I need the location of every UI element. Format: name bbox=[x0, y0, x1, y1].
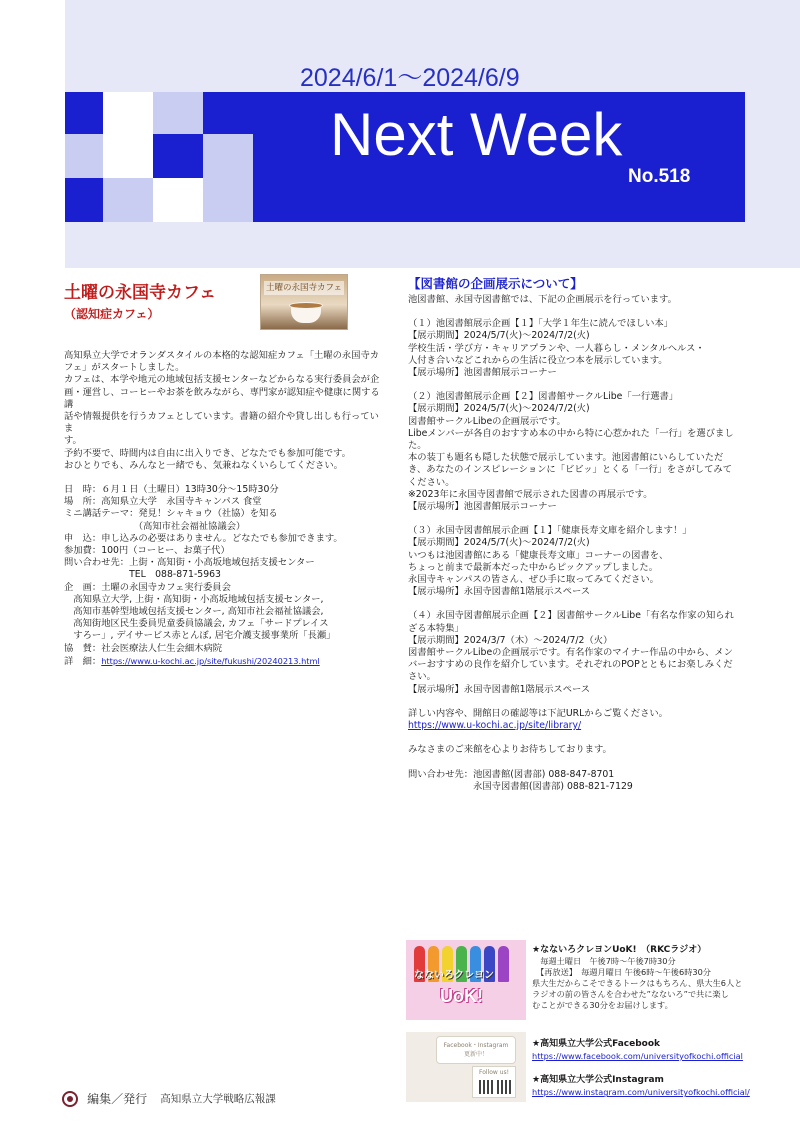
sns-sign-text: Facebook・Instagram 更新中！ bbox=[443, 1042, 509, 1058]
library-link[interactable]: https://www.u-kochi.ac.jp/site/library/ bbox=[408, 720, 582, 732]
cafe-details: 日 時：６月１日（土曜日）13時30分～15時30分 場 所：高知県立大学 永国寺キャンパス 食堂 ミニ講話テーマ：発見！シャキョウ（社協）を知る （高知市社会福祉協議会） 申 込：申し込みの必要はありません。どなたでも参加できます。 参加費：100円（コーヒー、お菓子代） 問い合わせ先：上街・高知街・小高坂地域包括支援センター TEL 088-871-5963 企 画：土曜の永国寺カフェ実行委員会 高知県立大学, 上街・高知街・小高坂地域包括支援センター, 高知市基幹型地域包括支援センター, 高知市社会福祉協議会, 高知街地区民生委員児童委員協議会, カフェ「サードプレイス すろー」, デイサービス赤とんぼ, 居宅介護支援事業所「長瀬」 協 賛：社会医療法人仁生会細木病院 bbox=[64, 484, 343, 654]
decor-square bbox=[153, 178, 203, 222]
cafe-photo bbox=[260, 274, 348, 330]
radio-image-uok: UoK! bbox=[440, 986, 483, 1006]
decor-square bbox=[65, 134, 103, 178]
sns-sign bbox=[436, 1036, 516, 1064]
library-more-info: 詳しい内容や、開館日の確認等は下記URLからご覧ください。 bbox=[408, 707, 668, 719]
decor-square bbox=[203, 134, 253, 178]
library-exhibit: （２）池図書館展示企画【２】図書館サークルLibe「一行選書」 【展示期間】2024/5/7(火)～2024/7/2(火) 図書館サークルLibeの企画展示です。 Libeメンバーが各自のおすすめ本の中から特に心惹かれた「一行」を選びまし た。 本の装丁も題名も隠した状態で展示しています。池図書館にいらしていただ き、あなたのインスピレーションに「ビビッ」とくる「一行」をさがしてみて ください。 ※2023年に永国寺図書館で展示された図書の再展示です。 【展示場所】池図書館展示コーナー bbox=[408, 391, 734, 513]
decor-square bbox=[153, 92, 203, 134]
cafe-title: 土曜の永国寺カフェ bbox=[64, 283, 217, 303]
newsletter-title: Next Week bbox=[330, 101, 623, 168]
cafe-detail-label: 詳 細： bbox=[64, 655, 102, 667]
facebook-link[interactable]: https://www.facebook.com/universityofkochi.official bbox=[532, 1051, 743, 1061]
university-logo-icon bbox=[62, 1091, 78, 1107]
instagram-link[interactable]: https://www.instagram.com/universityofkochi.official/ bbox=[532, 1087, 750, 1098]
instagram-title: ★高知県立大学公式Instagram bbox=[532, 1075, 664, 1086]
library-exhibit: （１）池図書館展示企画【１】「大学１年生に読んでほしい本」 【展示期間】2024/5/7(火)～2024/7/2(火) 学校生活・学び方・キャリアプランや、一人暮らし・メンタルヘルス・ 人付き合いなどこれからの生活に役立つ本を展示しています。 【展示場所】池図書館展示コーナー bbox=[408, 318, 705, 379]
sns-follow-text: Follow us! bbox=[478, 1069, 510, 1076]
coffee-surface-icon bbox=[289, 302, 323, 309]
cafe-photo-label: 土曜の永国寺カフェ bbox=[265, 283, 343, 293]
library-heading: 【図書館の企画展示について】 bbox=[408, 276, 583, 291]
radio-title: ★なないろクレヨンUoK! （RKCラジオ） bbox=[532, 945, 707, 955]
crayon-icon bbox=[498, 946, 509, 982]
cafe-intro: 高知県立大学でオランダスタイルの本格的な認知症カフェ「土曜の永国寺カ フェ」がスタートしました。 カフェは、本学や地元の地域包括支援センターなどからなる実行委員会が企 画・運営し、コーヒーやお茶を飲みながら、専門家が認知症や健康に関する講 話や情報提供を行うカフェとしています。書籍の紹介や貸し出しも行っていま す。 予約不要で、時間内は自由に出入りでき、どなたでも参加可能です。 おひとりでも、みんなと一緒でも、気兼ねなくいらしてください。 bbox=[64, 350, 380, 471]
library-article bbox=[408, 274, 753, 793]
sns-promo-text bbox=[532, 1038, 750, 1098]
sns-follow-card bbox=[472, 1066, 516, 1098]
qr-code-icon bbox=[479, 1080, 493, 1094]
decor-square bbox=[103, 134, 153, 178]
footer bbox=[62, 1088, 276, 1106]
radio-promo-image bbox=[406, 940, 526, 1020]
facebook-title: ★高知県立大学公式Facebook bbox=[532, 1039, 660, 1049]
footer-label: 編集／発行 bbox=[87, 1092, 148, 1106]
decor-square bbox=[103, 178, 153, 222]
qr-code-icon bbox=[497, 1080, 511, 1094]
sns-promo-image bbox=[406, 1032, 526, 1102]
library-intro: 池図書館、永国寺図書館では、下記の企画展示を行っています。 bbox=[408, 294, 677, 305]
decor-square bbox=[203, 178, 253, 222]
library-welcome: みなさまのご来館を心よりお待ちしております。 bbox=[408, 744, 612, 756]
cafe-subtitle: （認知症カフェ） bbox=[64, 307, 160, 321]
library-exhibit: （３）永国寺図書館展示企画【１】「健康長寿文庫を紹介します！」 【展示期間】2024/5/7(火)～2024/7/2(火) いつもは池図書館にある「健康長寿文庫」コーナーの図書を、 ちょっと前まで最新本だった中からピックアップしました。 永国寺キャンパスの皆さん、ぜひ手に取ってみてください。 【展示場所】永国寺図書館1階展示スペース bbox=[408, 525, 692, 598]
date-range: 2024/6/1～2024/6/9 bbox=[300, 64, 520, 92]
cafe-detail-row bbox=[64, 655, 384, 668]
library-exhibit: （４）永国寺図書館展示企画【２】図書館サークルLibe「有名な作家の知られ ざる本特集」 【展示期間】2024/3/7（木）～2024/7/2（火） 図書館サークルLibeの企画展示です。有名作家のマイナー作品の中から、メン バーおすすめの良作を紹介しています。それぞれのPOPとともにお楽しみくだ さい。 【展示場所】永国寺図書館1階展示スペース bbox=[408, 610, 734, 695]
radio-image-title: なないろクレヨン bbox=[414, 970, 494, 981]
cafe-detail-link[interactable]: https://www.u-kochi.ac.jp/site/fukushi/20240213.html bbox=[101, 655, 320, 666]
footer-org: 高知県立大学戦略広報課 bbox=[160, 1093, 276, 1105]
issue-number: No.518 bbox=[628, 166, 691, 187]
radio-details: 毎週土曜日 午後7時～午後7時30分 【再放送】 毎週月曜日 午後6時～午後6時30分 県大生だからこそできるトークはもちろん、県大生6人と ラジオの前の皆さんを合わせた”なないろ”で共に楽し むことができる30分をお届けします。 bbox=[532, 956, 743, 1010]
cafe-article bbox=[64, 274, 384, 668]
decor-square bbox=[103, 92, 153, 134]
library-contact: 問い合わせ先：池図書館(図書部) 088-847-8701 永国寺図書館(図書部) 088-821-7129 bbox=[408, 768, 633, 792]
radio-promo-text bbox=[532, 944, 750, 1011]
newsletter-header bbox=[0, 0, 800, 270]
